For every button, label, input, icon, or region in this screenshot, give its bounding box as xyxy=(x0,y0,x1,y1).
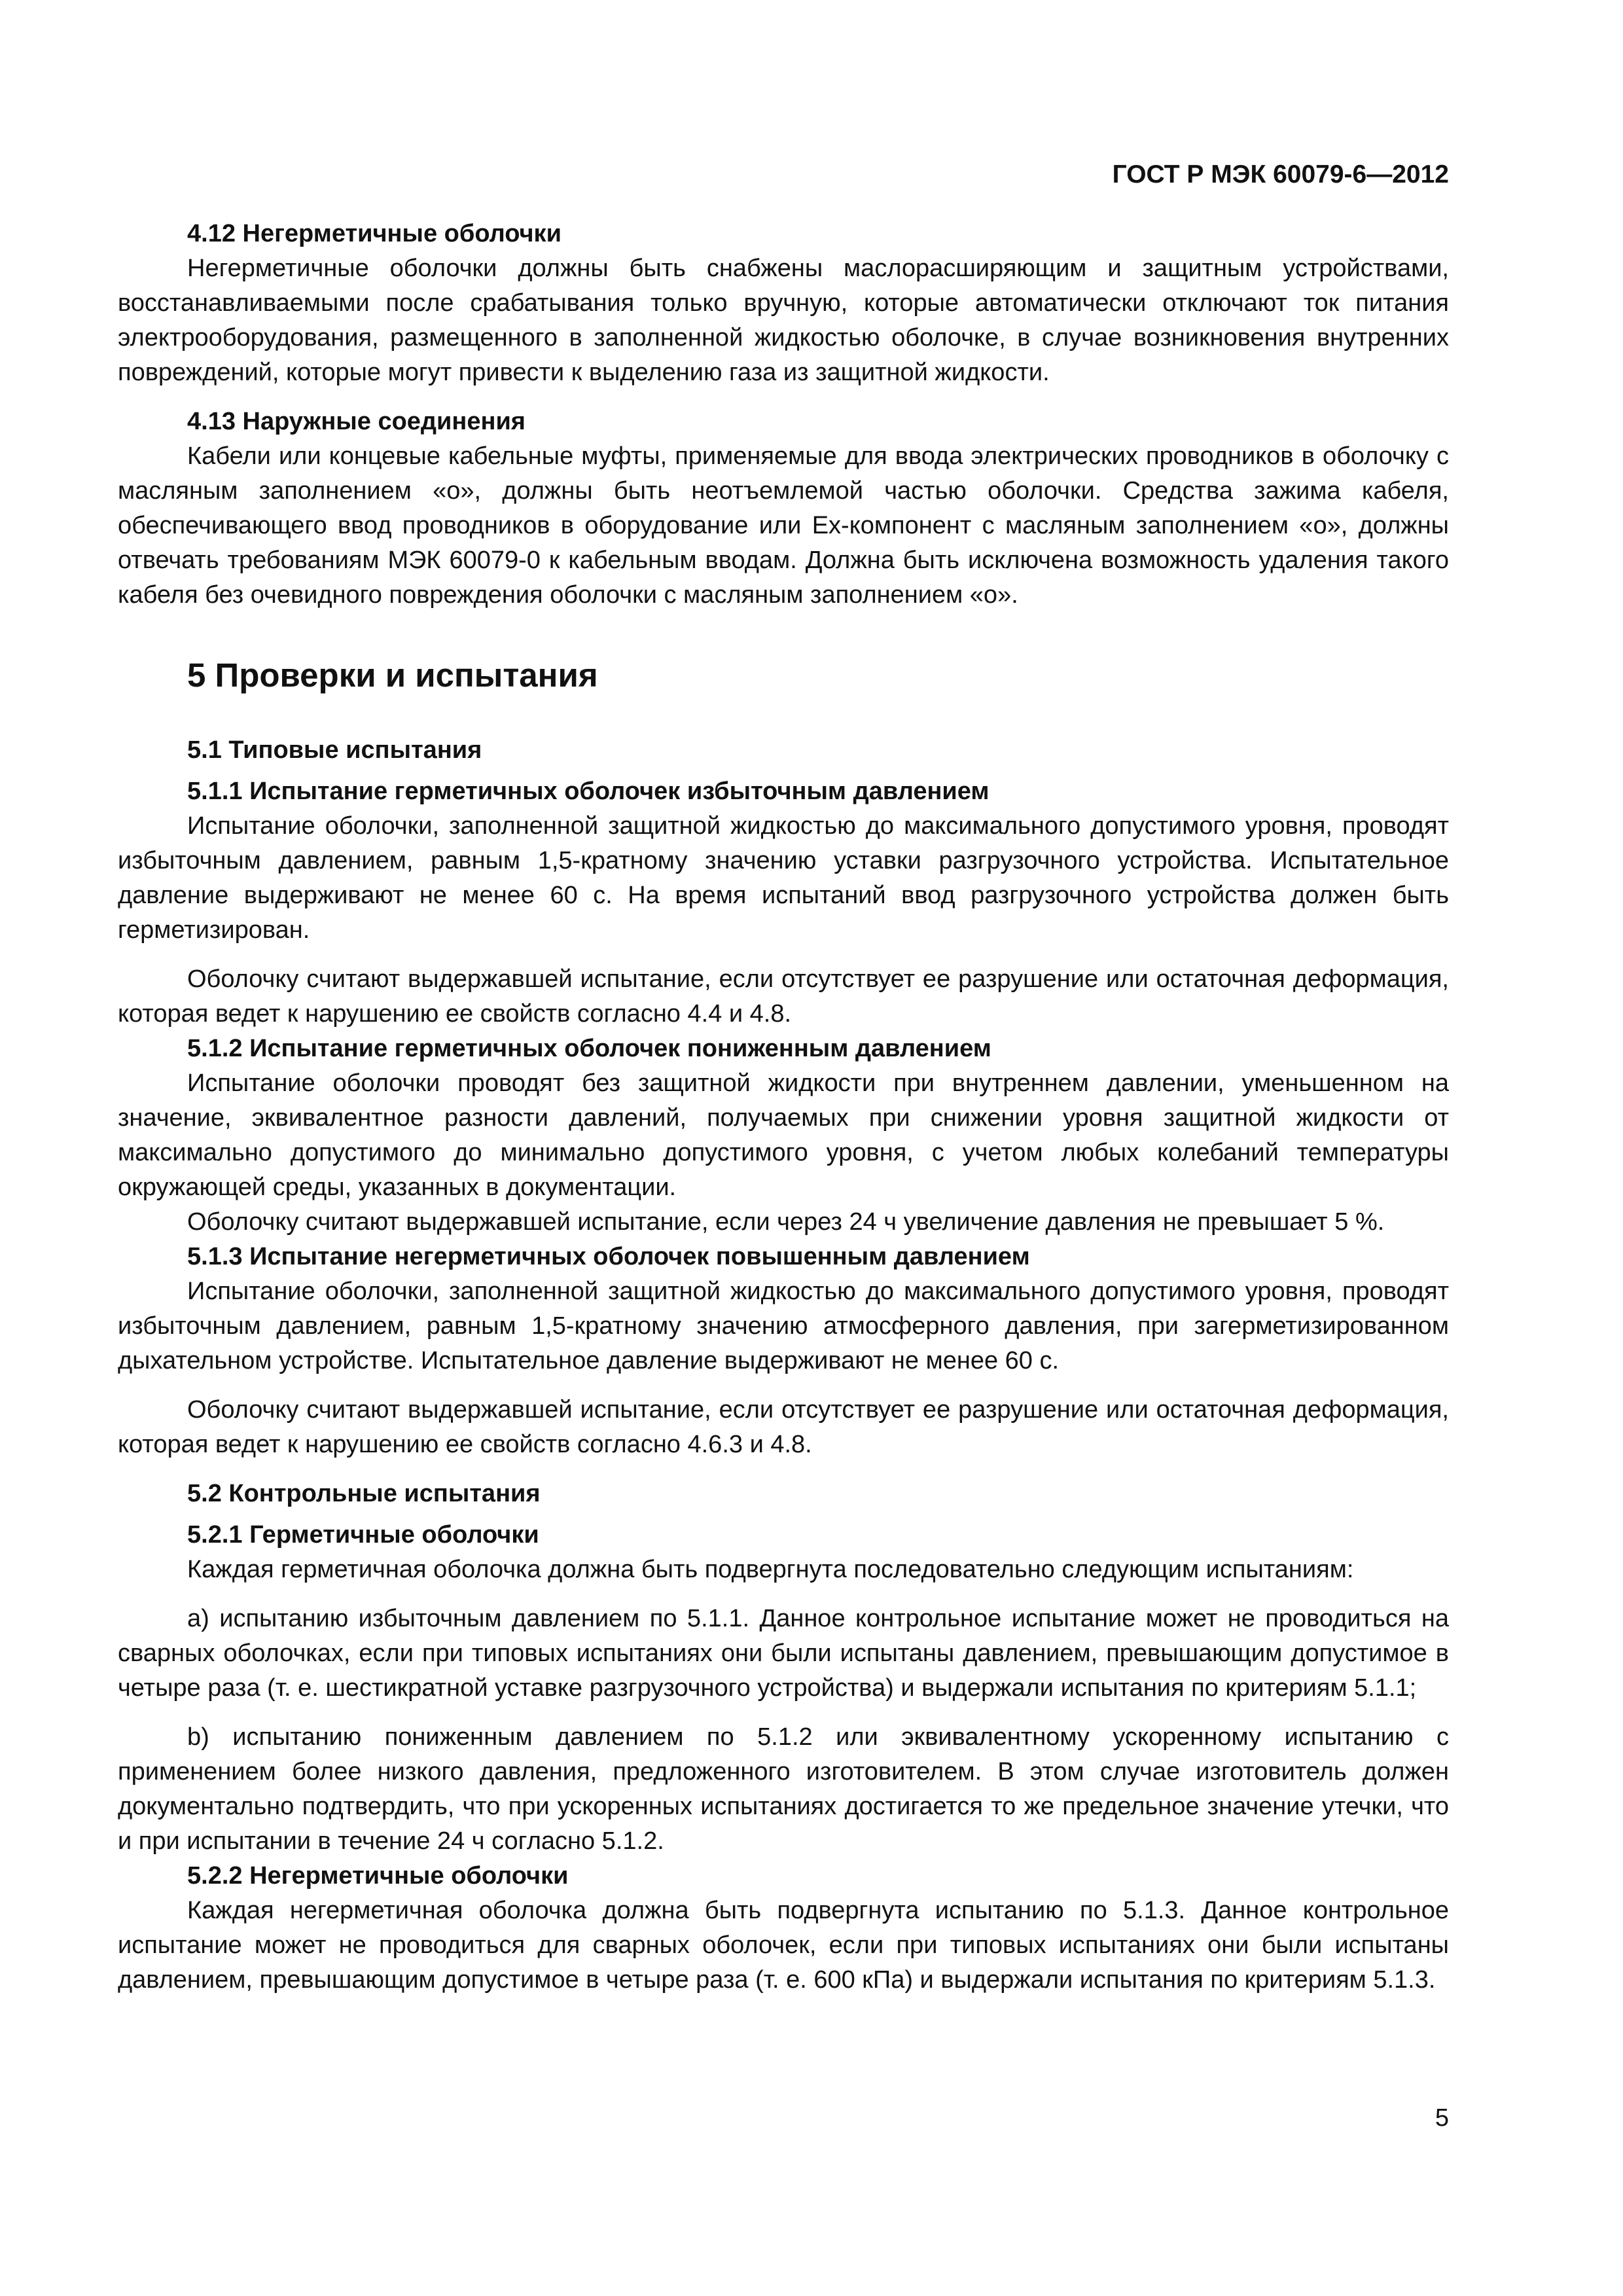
heading-5-1-1: 5.1.1 Испытание герметичных оболочек избыточным давлением xyxy=(187,778,990,805)
paragraph-5-1-3-a: Испытание оболочки, заполненной защитной жидкостью до максимального допустимого уровня, проводят избыточным давлением, равным 1,5-кратному значению атмосферного давления, при загерметизированном дыхательном устройстве. Испытательное давление выдерживают не менее 60 с. xyxy=(118,1278,1449,1374)
document-code: ГОСТ Р МЭК 60079-6—2012 xyxy=(1112,160,1449,188)
heading-5-2-2: 5.2.2 Негерметичные оболочки xyxy=(187,1862,569,1890)
page-number: 5 xyxy=(1435,2104,1449,2132)
paragraph-4-13: Кабели или концевые кабельные муфты, применяемые для ввода электрических проводников в оболочку с масляным заполнением «о», должны быть неотъемлемой частью оболочки. Средства зажима кабеля, обеспечивающего ввод проводников в оборудование или Ех-компонент с масляным заполнением «о», должны отвечать требованиям МЭК 60079-0 к кабельным вводам. Должна быть исключена возможность удаления такого кабеля без очевидного повреждения оболочки с масляным заполнением «о». xyxy=(118,442,1449,609)
heading-section-5: 5 Проверки и испытания xyxy=(187,656,598,694)
list-item-b: b) испытанию пониженным давлением по 5.1.2 или эквивалентному ускоренному испытанию с применением более низкого давления, предложенного изготовителем. В этом случае изготовитель должен документально подтвердить, что при ускоренных испытаниях достигается то же предельное значение утечки, что и при испытании в течение 24 ч согласно 5.1.2. xyxy=(118,1723,1449,1855)
list-item-a: а) испытанию избыточным давлением по 5.1.1. Данное контрольное испытание может не проводиться на сварных оболочках, если при типовых испытаниях они были испытаны давлением, превышающим допустимое в четыре раза (т. е. шестикратной уставке разгрузочного устройства) и выдержали испытания по критериям 5.1.1; xyxy=(118,1605,1449,1702)
heading-5-1-3: 5.1.3 Испытание негерметичных оболочек повышенным давлением xyxy=(187,1243,1030,1270)
paragraph-5-1-2-b: Оболочку считают выдержавшей испытание, если через 24 ч увеличение давления не превышает 5 %. xyxy=(187,1208,1385,1236)
heading-5-1: 5.1 Типовые испытания xyxy=(187,736,482,764)
paragraph-5-1-1-b: Оболочку считают выдержавшей испытание, если отсутствует ее разрушение или остаточная деформация, которая ведет к нарушению ее свойств согласно 4.4 и 4.8. xyxy=(118,965,1449,1028)
heading-5-1-2: 5.1.2 Испытание герметичных оболочек пониженным давлением xyxy=(187,1035,991,1062)
heading-5-2: 5.2 Контрольные испытания xyxy=(187,1480,541,1507)
paragraph-4-12: Негерметичные оболочки должны быть снабжены маслорасширяющим и защитным устройствами, восстанавливаемыми после срабатывания только вручную, которые автоматически отключают ток питания электрооборудования, размещенного в заполненной жидкостью оболочке, в случае возникновения внутренних повреждений, которые могут привести к выделению газа из защитной жидкости. xyxy=(118,255,1449,386)
paragraph-5-2-1: Каждая герметичная оболочка должна быть подвергнута последовательно следующим испытаниям: xyxy=(187,1556,1354,1583)
paragraph-5-2-2: Каждая негерметичная оболочка должна быть подвергнута испытанию по 5.1.3. Данное контрольное испытание может не проводиться для сварных оболочек, если при типовых испытаниях они были испытаны давлением, превышающим допустимое в четыре раза (т. е. 600 кПа) и выдержали испытания по критериям 5.1.3. xyxy=(118,1897,1449,1994)
paragraph-5-1-1-a: Испытание оболочки, заполненной защитной жидкостью до максимального допустимого уровня, проводят избыточным давлением, равным 1,5-кратному значению уставки разгрузочного устройства. Испытательное давление выдерживают не менее 60 с. На время испытаний ввод разгрузочного устройства должен быть герметизирован. xyxy=(118,812,1449,944)
heading-4-13: 4.13 Наружные соединения xyxy=(187,408,526,435)
heading-5-2-1: 5.2.1 Герметичные оболочки xyxy=(187,1521,539,1549)
paragraph-5-1-3-b: Оболочку считают выдержавшей испытание, если отсутствует ее разрушение или остаточная деформация, которая ведет к нарушению ее свойств согласно 4.6.3 и 4.8. xyxy=(118,1396,1449,1458)
heading-4-12: 4.12 Негерметичные оболочки xyxy=(187,220,562,247)
paragraph-5-1-2-a: Испытание оболочки проводят без защитной жидкости при внутреннем давлении, уменьшенном на значение, эквивалентное разности давлений, получаемых при снижении уровня защитной жидкости от максимально допустимого до минимально допустимого уровня, с учетом любых колебаний температуры окружающей среды, указанных в документации. xyxy=(118,1069,1449,1201)
